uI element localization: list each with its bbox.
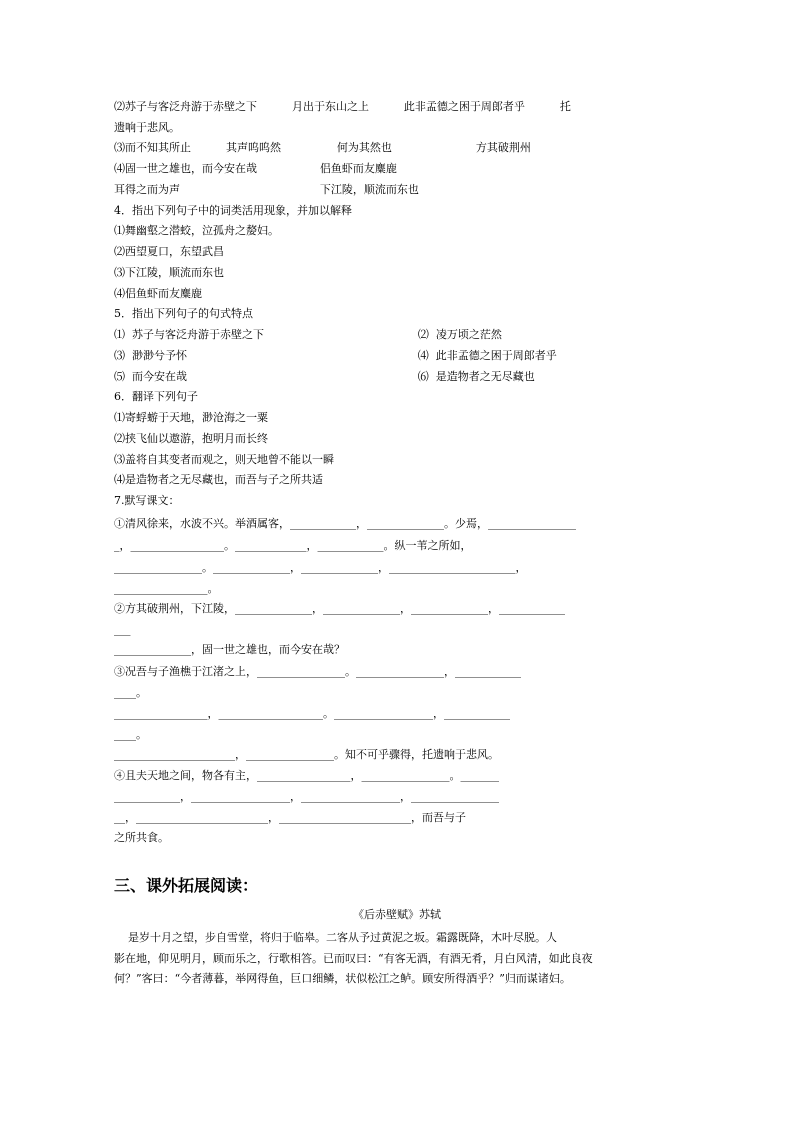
- question-heading: 5．指出下列句子的句式特点: [114, 307, 253, 320]
- text-line: ⑸ 而今安在哉 ⑹ 是造物者之无尽藏也: [114, 370, 535, 383]
- text-line: __，________________________，________________________，而吾与子: [114, 811, 466, 824]
- text-line: _________________，___________________。__________________，____________: [114, 707, 510, 720]
- question-heading: 6．翻译下列句子: [114, 390, 198, 403]
- text-line: ⑶下江陵，顺流而东也: [114, 266, 224, 279]
- text-line: _，_________________。_____________，____________。纵一苇之所如，: [114, 539, 472, 552]
- text-line: ③况吾与子渔樵于江渚之上，________________。________________，____________: [114, 665, 521, 678]
- passage-title: 《后赤壁赋》苏轼: [353, 908, 441, 921]
- text-line: ___: [114, 623, 131, 636]
- text-line: ⑵西望夏口，东望武昌: [114, 245, 224, 258]
- passage-line: 何？”客曰：“今者薄暮，举网得鱼，巨口细鳞，状似松江之鲈。顾安所得酒乎？”归而谋诸妇。: [114, 972, 571, 985]
- text-line: ______________，固一世之雄也，而今安在哉？: [114, 643, 345, 656]
- passage-line: 是岁十月之望，步自雪堂，将归于临皋。二客从予过黄泥之坂。霜露既降，木叶尽脱。人: [114, 931, 557, 944]
- text-line: ④且夫天地之间，物各有主，_________________，________________。_______: [114, 769, 499, 782]
- text-line: 之所共食。: [114, 831, 169, 844]
- text-line: ⑴ 苏子与客泛舟游于赤壁之下 ⑵ 凌万顷之茫然: [114, 328, 502, 341]
- text-line: 遗响于悲风。: [114, 121, 180, 134]
- text-line: _________________。: [114, 582, 219, 595]
- text-line: ____________，__________________，__________________，________________: [114, 790, 499, 803]
- text-line: ⑶ 渺渺兮予怀 ⑷ 此非孟德之困于周郎者乎: [114, 349, 557, 362]
- passage-line: 影在地，仰见明月，顾而乐之，行歌相答。已而叹曰：“有客无酒，有酒无肴，月白风清，如此良夜: [114, 952, 593, 965]
- text-line: ____。: [114, 686, 147, 699]
- text-line: ________________。______________，______________，_______________________，: [114, 561, 527, 574]
- text-line: ______________________，________________。知不可乎骤得，托遗响于悲风。: [114, 748, 499, 761]
- text-line: ⑵苏子与客泛舟游于赤壁之下 月出于东山之上 此非孟德之困于周郎者乎 托: [114, 100, 571, 113]
- text-line: ⑷是造物者之无尽藏也，而吾与子之所共适: [114, 473, 323, 486]
- question-heading: 7.默写课文：: [114, 494, 180, 507]
- text-line: ⑴寄蜉蝣于天地，渺沧海之一粟: [114, 411, 268, 424]
- text-line: ②方其破荆州，下江陵，______________，______________，______________，____________: [114, 602, 565, 615]
- text-line: 耳得之而为声 下江陵，顺流而东也: [114, 183, 419, 196]
- text-line: ⑶盖将自其变者而观之，则天地曾不能以一瞬: [114, 453, 334, 466]
- text-line: ⑶而不知其所止 其声呜呜然 何为其然也 方其破荆州: [114, 141, 531, 154]
- text-line: ⑷固一世之雄也，而今安在哉 侣鱼虾而友麋鹿: [114, 162, 397, 175]
- text-line: ⑵挟飞仙以遨游，抱明月而长终: [114, 432, 268, 445]
- section-heading: 三、课外拓展阅读：: [114, 876, 259, 895]
- text-line: ⑷侣鱼虾而友麋鹿: [114, 287, 202, 300]
- text-line: ①清风徐来，水波不兴。举酒属客，____________，______________。少焉，________________: [114, 517, 576, 530]
- text-line: ⑴舞幽壑之潜蛟，泣孤舟之嫠妇。: [114, 224, 279, 237]
- text-line: ____。: [114, 728, 147, 741]
- question-heading: 4．指出下列句子中的词类活用现象，并加以解释: [114, 204, 352, 217]
